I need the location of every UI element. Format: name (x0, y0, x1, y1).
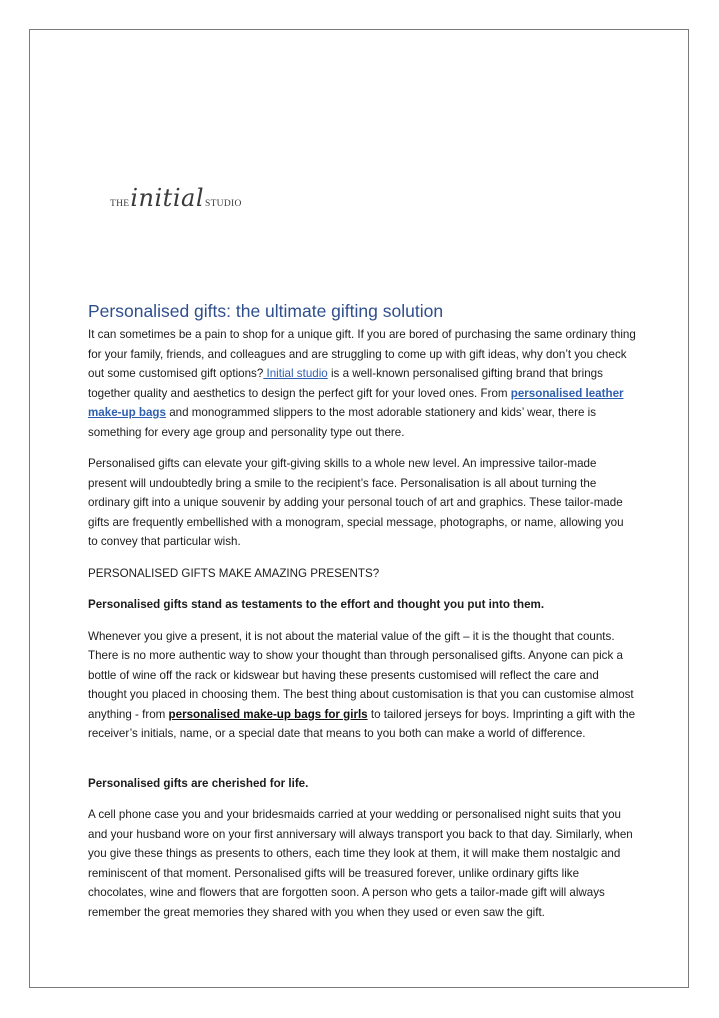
cherished-paragraph: A cell phone case you and your bridesmaids carried at your wedding or personalised night suits that you and your husband wore on your first anniversary will always transport you back to that day. Similarly, when you give these things as presents to others, each time they look at them, it will make them nostalgic and reminiscent of that moment. Personalised gifts will be treasured forever, unlike ordinary gifts like chocolates, wine and flowers that are forgotten soon. A person who gets a tailor-made gift will always remember the great memories they shared with you when they used or even saw the gift. (88, 808, 633, 919)
intro-paragraph (88, 325, 636, 442)
initial-studio-link[interactable]: Initial studio (263, 367, 328, 380)
intro-text-3: and monogrammed slippers to the most adorable stationery and kids’ wear, there is something for every age group and personality type out there. (88, 406, 597, 439)
thought-paragraph (88, 627, 636, 744)
thought-text-1: Whenever you give a present, it is not about the material value of the gift – it is the thought that counts. There is no more authentic way to show your thought than through personalised gifts. Anyone can pick a bottle of wine off the rack or kidswear but having these presents customised will reflect the care and thought you placed in choosing them. The best thing about customisation is that you can customise almost anything - from (88, 629, 634, 721)
initial-studio-logo (110, 186, 242, 210)
subheading-cherished: Personalised gifts are cherished for life. (88, 776, 309, 790)
logo-script: initial (130, 184, 204, 212)
subheading-testaments: Personalised gifts stand as testaments to the effort and thought you put into them. (88, 598, 545, 611)
intro-text-2: is a well-known personalised gifting brand that brings together quality and aesthetics to design the perfect gift for your loved ones. From (88, 367, 603, 400)
intro-text-1: It can sometimes be a pain to shop for a unique gift. If you are bored of purchasing the same ordinary thing for your family, friends, and colleagues and are struggling to come up with gift ideas, why don’t you check out some customised gift options? (88, 328, 636, 380)
logo-prefix: THE (110, 199, 130, 209)
blank-line (88, 756, 636, 774)
makeup-bags-for-girls-link[interactable]: personalised make-up bags for girls (168, 707, 368, 721)
page-title: Personalised gifts: the ultimate gifting solution (88, 301, 444, 321)
logo-suffix: STUDIO (205, 199, 242, 209)
section-heading: PERSONALISED GIFTS MAKE AMAZING PRESENTS? (88, 566, 380, 580)
elevate-paragraph: Personalised gifts can elevate your gift-giving skills to a whole new level. An impressive tailor-made present will undoubtedly bring a smile to the recipient’s face. Personalisation is all about turning the ordinary gift into a unique souvenir by adding your personal touch of art and graphics. These tailor-made gifts are frequently embellished with a monogram, special message, photographs, or name, allowing you to convey that particular wish. (88, 457, 624, 548)
document-body (88, 301, 636, 934)
thought-text-2: to tailored jerseys for boys. Imprinting a gift with the receiver’s initials, name, or a special date that means to you both can make a world of difference. (88, 707, 636, 740)
leather-makeup-bags-link[interactable]: personalised leather make-up bags (88, 386, 624, 419)
